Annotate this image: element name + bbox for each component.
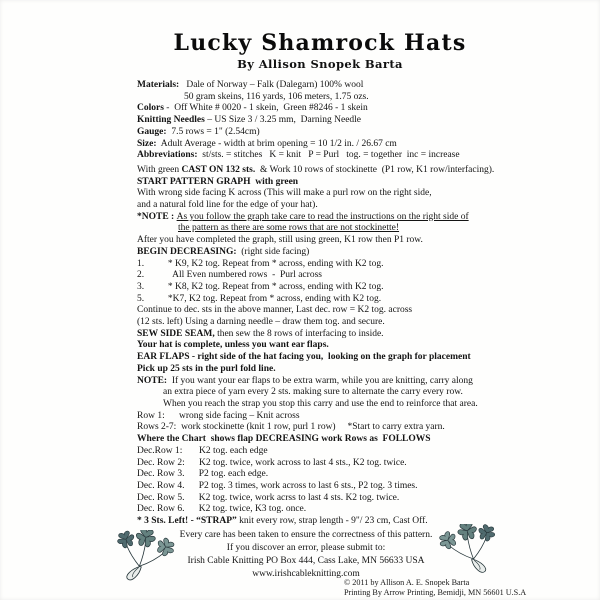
copyright-line: © 2011 by Allison A. E. Snopek Barta	[344, 578, 470, 587]
shamrock-left-icon	[115, 530, 179, 582]
pattern-line	[137, 504, 594, 516]
pattern-line	[137, 376, 594, 388]
text-segment: (12 sts. left) Using a darning needle – draw them tog. and secure.	[137, 317, 385, 328]
text-segment: CAST ON 132 sts.	[181, 164, 256, 175]
text-segment: 2. All Even numbered rows - Purl across	[137, 270, 322, 281]
pattern-line	[137, 493, 594, 505]
text-segment: & Work 10 rows of stockinette (P1 row, K1 row/interfacing).	[255, 164, 495, 175]
text-segment: BEGIN DECREASING:	[137, 246, 237, 257]
text-segment: EAR FLAPS - right side of the hat facing you, looking on the graph for placement	[137, 352, 471, 363]
text-segment: 5. *K7, K2 tog. Repeat from * across, ending with K2 tog.	[137, 293, 382, 304]
pattern-line	[137, 434, 594, 446]
text-segment: 1. * K9, K2 tog. Repeat from * across, ending with K2 tog.	[137, 258, 384, 269]
pattern-line	[137, 177, 594, 189]
text-segment: SEW SIDE SEAM,	[137, 328, 215, 339]
pattern-line	[137, 340, 594, 352]
pattern-line	[137, 259, 594, 271]
pattern-line	[137, 282, 594, 294]
pattern-line	[137, 150, 594, 162]
text-segment: Continue to dec. sts in the above manner, Last dec. row = K2 tog. across	[137, 305, 413, 316]
text-segment: Pick up 25 sts in the purl fold line.	[137, 363, 276, 374]
pattern-title: Lucky Shamrock Hats	[173, 30, 467, 56]
text-segment: Rows 2-7: work stockinette (knit 1 row, purl 1 row) *Start to carry extra yarn.	[137, 422, 445, 433]
text-segment: Your hat is complete, unless you want ear flaps.	[137, 340, 329, 351]
pattern-line	[137, 115, 594, 127]
pattern-line	[137, 270, 594, 282]
text-segment: Dec. Row 2: K2 tog. twice, work across to last 4 sts., K2 tog. twice.	[137, 457, 407, 468]
pattern-line	[137, 329, 594, 341]
text-segment: Dec. Row 6. K2 tog. twice, K3 tog. once.	[137, 504, 307, 515]
text-segment: * 3 Sts. Left! - “STRAP”	[137, 516, 237, 527]
pattern-line	[137, 422, 594, 434]
text-segment: Dale of Norway – Falk (Dalegarn) 100% wool	[179, 80, 364, 90]
text-segment: an extra piece of yarn every 2 sts. making sure to alternate the carry every row.	[163, 387, 463, 398]
text-segment: When you reach the strap you stop this carry and use the end to reinforce that area.	[163, 398, 478, 409]
text-segment: Gauge:	[137, 126, 167, 137]
text-segment: Colors	[137, 103, 164, 114]
pattern-line	[137, 352, 594, 364]
pattern-footer	[12, 529, 600, 581]
text-segment: Adult Average - width at brim opening = 10 1/2 in. / 26.67 cm	[156, 138, 397, 149]
text-segment: Where the Chart shows flap DECREASING work Rows as FOLLOWS	[137, 434, 431, 445]
text-segment: As you follow the graph take care to read the instructions on the right side of	[176, 211, 469, 222]
text-segment: 50 gram skeins, 116 yards, 106 meters, 1.75 ozs.	[184, 91, 369, 102]
pattern-line	[137, 139, 594, 151]
text-segment: Dec. Row 5. K2 tog. twice, work acrss to last 4 sts. K2 tog. twice.	[137, 492, 400, 503]
text-segment: Abbreviations:	[137, 150, 198, 161]
pattern-line	[137, 305, 594, 317]
pattern-line	[137, 223, 594, 235]
text-segment: Dec. Row 4. P2 tog. 3 times, work across to last 6 sts., P2 tog. 3 times.	[137, 480, 418, 491]
text-segment: Row 1: wrong side facing – Knit across	[137, 410, 300, 421]
text-segment: the pattern as there are some rows that are not stockinette!	[178, 223, 400, 234]
pattern-line	[137, 165, 594, 177]
text-segment: 7.5 rows = 1" (2.54cm)	[166, 126, 260, 137]
pattern-line	[137, 103, 594, 115]
text-segment: After you have completed the graph, still using green, K1 row then P1 row.	[137, 235, 423, 246]
text-segment: *NOTE :	[137, 211, 177, 222]
text-segment: then sew the 8 rows of interfacing to inside.	[214, 328, 384, 339]
footer-line-correctness: Every care has been taken to ensure the correctness of this pattern.	[179, 530, 433, 540]
pattern-line	[137, 235, 594, 247]
pattern-line	[137, 446, 594, 458]
pattern-line	[137, 411, 594, 423]
text-segment: - Off White # 0020 - 1 skein, Green #8246 - 1 skein	[163, 103, 368, 114]
pattern-line	[137, 469, 594, 481]
pattern-line	[137, 387, 594, 399]
pattern-byline: By Allison Snopek Barta	[237, 57, 403, 71]
text-segment: If you want your ear flaps to be extra warm, while you are knitting, carry along	[167, 375, 473, 386]
pattern-line	[137, 212, 594, 224]
text-segment: (right side facing)	[236, 246, 310, 257]
text-segment: Knitting Needles	[137, 115, 205, 126]
text-segment: NOTE:	[137, 375, 168, 386]
text-segment: Materials:	[137, 80, 180, 90]
pattern-line	[137, 481, 594, 493]
printer-line: Printing By Arrow Printing, Bemidji, MN 56601 U.S.A	[344, 587, 527, 597]
pattern-line	[137, 364, 594, 376]
pattern-line	[137, 247, 594, 259]
text-segment: st/sts. = stitches K = knit P = Purl tog. = together inc = increase	[197, 150, 460, 161]
pattern-line	[137, 516, 594, 528]
text-segment: 3. * K8, K2 tog. Repeat from * across, ending with K2 tog.	[137, 281, 384, 292]
pattern-body	[137, 80, 594, 528]
text-segment: START PATTERN GRAPH with green	[137, 176, 299, 187]
pattern-line	[137, 80, 594, 92]
pattern-line	[137, 399, 594, 411]
text-segment: Size:	[137, 138, 157, 149]
copyright	[344, 578, 526, 598]
pattern-line	[137, 127, 594, 139]
pattern-line	[137, 294, 594, 306]
footer-line-website: www.irishcableknitting.com	[252, 569, 360, 579]
pattern-line	[137, 92, 594, 104]
shamrock-right-icon	[433, 524, 499, 574]
footer-line-address: Irish Cable Knitting PO Box 444, Cass Lake, MN 56633 USA	[187, 556, 425, 566]
text-segment: With wrong side facing K across (This will make a purl row on the right side,	[137, 188, 432, 199]
pattern-line	[137, 188, 594, 200]
footer-line-error-submit: If you discover an error, please submit to:	[226, 543, 386, 553]
text-segment: With green	[137, 164, 182, 175]
text-segment: knit every row, strap length - 9"/ 23 cm, Cast Off.	[236, 516, 428, 527]
text-segment: – US Size 3 / 3.25 mm, Darning Needle	[204, 115, 362, 126]
text-segment: Dec. Row 3. P2 tog. each edge.	[137, 469, 269, 480]
pattern-line	[137, 200, 594, 212]
text-segment: Dec.Row 1: K2 tog. each edge	[137, 445, 268, 456]
pattern-line	[137, 458, 594, 470]
pattern-line	[137, 317, 594, 329]
text-segment: and a natural fold line for the edge of your hat).	[137, 200, 318, 211]
